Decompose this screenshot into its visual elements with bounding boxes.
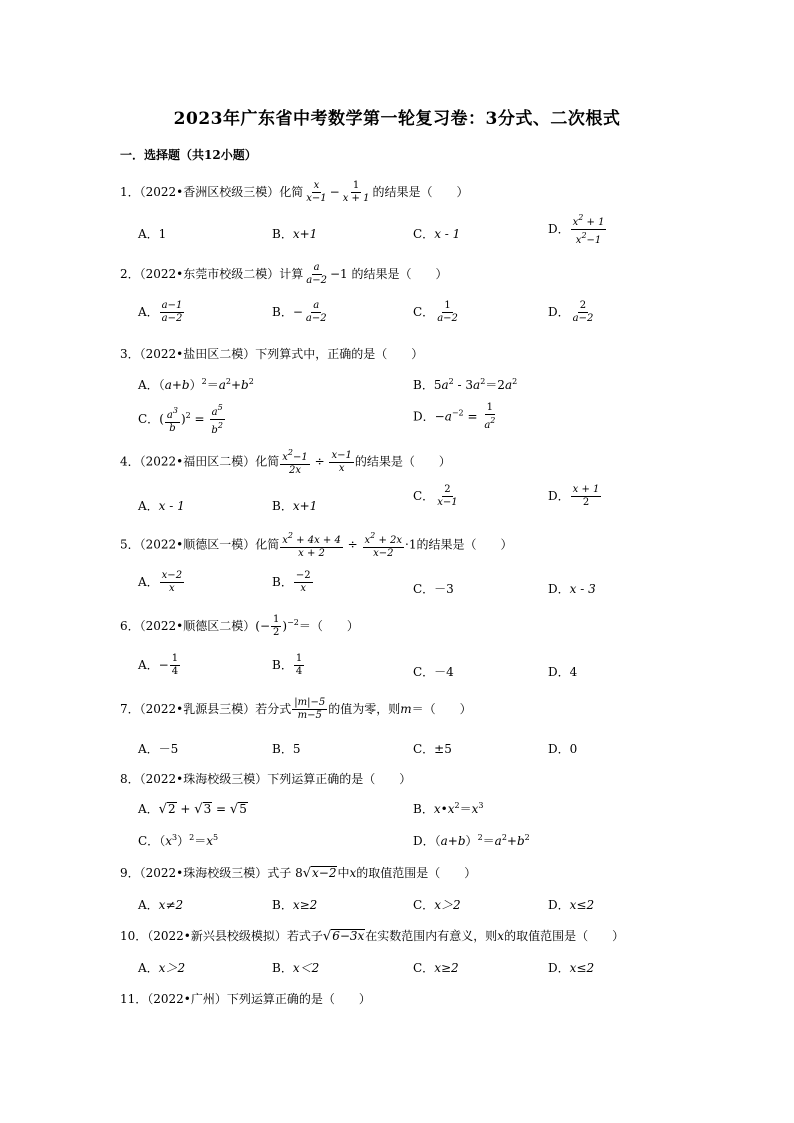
section-heading: 一．选择题（共12小题） (120, 148, 257, 162)
q8-option-d[interactable]: D．$(a+b)^2=a^2+b^2$ (413, 833, 530, 848)
q2-option-d[interactable]: D． $\frac{2}{a-2}$ (548, 300, 594, 324)
q1-option-d[interactable]: D． $\frac{x^2 + 1}{x^2-1}$ (548, 213, 605, 246)
q4-option-b[interactable]: B．x+1 (272, 499, 318, 513)
question-8: 8．（2022•珠海校级三模）下列运算正确的是（ ） (120, 772, 412, 786)
q6-option-c[interactable]: C．－4 (413, 665, 454, 679)
question-1: 1．（2022•香洲区校级三模）化简 $\frac{x}{x-1}$ − $\frac{1}{x + 1}$ 的结果是（ ） (120, 180, 469, 204)
q5-option-d[interactable]: D．x - 3 (548, 582, 596, 596)
question-10: 10．（2022•新兴县校级模拟）若式子√6−3x在实数范围内有意义，则x的取值范围是（ ） (120, 929, 625, 944)
q3-option-a[interactable]: A．$(a+b)^2=a^2+b^2$ (138, 377, 254, 392)
q7-option-a[interactable]: A．－5 (138, 742, 179, 756)
q3-option-c[interactable]: C．( $\frac{a^3}{b}$ )$^2$ = $\frac{a^5}{b^2}$ (138, 403, 223, 436)
q1-option-b[interactable]: B．x+1 (272, 227, 318, 241)
q4-option-a[interactable]: A．x - 1 (138, 499, 185, 513)
q1-option-a[interactable]: A．1 (138, 227, 167, 241)
q4-option-d[interactable]: D． $\frac{x + 1}{2}$ (548, 484, 600, 508)
q8-option-b[interactable]: B．$x•x^2=x^3$ (413, 801, 484, 816)
q4-option-c[interactable]: C． $\frac{2}{x-1}$ (413, 484, 458, 508)
q7-option-c[interactable]: C．±5 (413, 742, 452, 756)
q1-prefix: 1．（2022•香洲区校级三模）化简 (120, 185, 304, 199)
q8-option-c[interactable]: C．$(x^3)^2=x^5$ (138, 833, 219, 848)
q10-option-d[interactable]: D．x≤2 (548, 961, 595, 975)
q9-option-b[interactable]: B．x≥2 (272, 898, 318, 912)
q7-option-b[interactable]: B．5 (272, 742, 301, 756)
q10-option-a[interactable]: A．x＞2 (138, 961, 186, 975)
q10-option-b[interactable]: B．x＜2 (272, 961, 320, 975)
q5-option-b[interactable]: B． $\frac{-2}{x}$ (272, 570, 311, 594)
q2-option-b[interactable]: B．− $\frac{a}{a-2}$ (272, 300, 327, 324)
page-title: 2023年广东省中考数学第一轮复习卷：3分式、二次根式 (173, 109, 621, 129)
question-2: 2．（2022•东莞市校级二模）计算 $\frac{a}{a-2}$ −1 的结果是（ ） (120, 262, 448, 286)
question-4: 4．（2022•福田区二模）化简 $\frac{x^2-1}{2x}$ ÷ $\frac{x-1}{x}$ 的结果是（ ） (120, 448, 451, 476)
q3-option-b[interactable]: B．$5a^2 - 3a^2=2a^2$ (413, 377, 518, 392)
q7-option-d[interactable]: D．0 (548, 742, 578, 756)
question-7: 7．（2022•乳源县三模）若分式 $\frac{|m|-5}{m-5}$ 的值为零，则m＝（ ） (120, 697, 472, 721)
q9-option-c[interactable]: C．x＞2 (413, 898, 461, 912)
question-3: 3．（2022•盐田区二模）下列算式中，正确的是（ ） (120, 347, 424, 361)
q6-option-b[interactable]: B． $\frac{1}{4}$ (272, 653, 303, 677)
question-5: 5．（2022•顺德区一模）化简 $\frac{x^2 + 4x + 4}{x + 2}$ ÷ $\frac{x^2 + 2x}{x-2}$ ·1的结果是（ ） (120, 531, 513, 559)
q10-option-c[interactable]: C．x≥2 (413, 961, 459, 975)
q5-option-a[interactable]: A． $\frac{x-2}{x}$ (138, 570, 183, 594)
q5-option-c[interactable]: C．－3 (413, 582, 454, 596)
q8-option-a[interactable]: A．√2 + √3 = √5 (138, 802, 247, 817)
q1-suffix: 的结果是（ ） (372, 185, 469, 199)
q6-option-a[interactable]: A．− $\frac{1}{4}$ (138, 653, 179, 677)
q9-option-d[interactable]: D．x≤2 (548, 898, 595, 912)
q6-option-d[interactable]: D．4 (548, 665, 578, 679)
question-11: 11．（2022•广州）下列运算正确的是（ ） (120, 992, 371, 1006)
q3-option-d[interactable]: D．$-a^{-2}$ = $\frac{1}{a^2}$ (413, 402, 496, 431)
question-6: 6．（2022•顺德区二模）(− $\frac{1}{2}$ )$^{-2}$＝（ ） (120, 614, 359, 638)
q2-option-a[interactable]: A． $\frac{a-1}{a-2}$ (138, 300, 183, 324)
q1-option-c[interactable]: C．x - 1 (413, 227, 461, 241)
q2-option-c[interactable]: C． $\frac{1}{a-2}$ (413, 300, 458, 324)
q9-option-a[interactable]: A．x≠2 (138, 898, 184, 912)
question-9: 9．（2022•珠海校级三模）式子 8√x−2中x的取值范围是（ ） (120, 866, 477, 881)
